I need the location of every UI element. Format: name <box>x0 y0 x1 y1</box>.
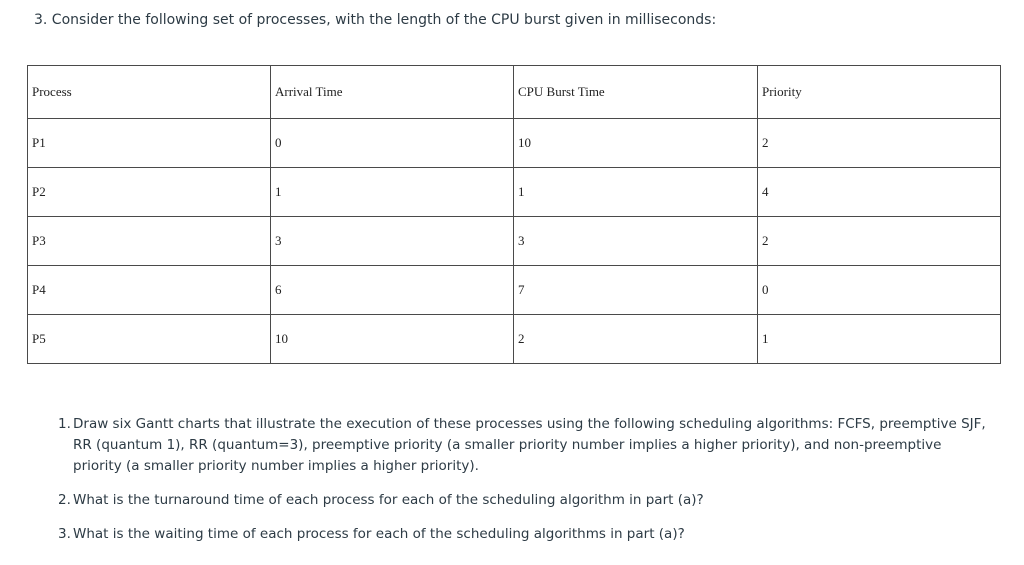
cell-process: P2 <box>28 168 271 217</box>
table-row <box>28 168 1001 217</box>
table-row <box>28 315 1001 364</box>
cell-process: P4 <box>28 266 271 315</box>
cell-arrival-time: 3 <box>271 217 514 266</box>
cell-cpu-burst-time: 1 <box>514 168 758 217</box>
header-cpu-burst-time: CPU Burst Time <box>514 66 758 119</box>
cell-arrival-time: 6 <box>271 266 514 315</box>
instruction-item <box>58 414 988 477</box>
instruction-list <box>58 414 988 558</box>
process-table <box>27 65 1001 364</box>
table-row <box>28 217 1001 266</box>
cell-arrival-time: 10 <box>271 315 514 364</box>
cell-priority: 4 <box>758 168 1001 217</box>
instruction-number: 2. <box>58 492 71 508</box>
instruction-number: 1. <box>58 416 71 432</box>
header-priority: Priority <box>758 66 1001 119</box>
cell-cpu-burst-time: 3 <box>514 217 758 266</box>
cell-arrival-time: 1 <box>271 168 514 217</box>
instruction-text: Draw six Gantt charts that illustrate the execution of these processes using the following scheduling algorithms: FCFS, preemptive SJF, RR (quantum 1), RR (quantum=3), preemptive priority (a smaller priority number implies a higher priority), and non-preemptive priority (a smaller priority number implies a higher priority). <box>73 416 986 474</box>
cell-process: P1 <box>28 119 271 168</box>
cell-process: P3 <box>28 217 271 266</box>
cell-priority: 2 <box>758 217 1001 266</box>
instruction-item <box>58 524 988 545</box>
header-process: Process <box>28 66 271 119</box>
cell-priority: 2 <box>758 119 1001 168</box>
table-row <box>28 119 1001 168</box>
header-arrival-time: Arrival Time <box>271 66 514 119</box>
table-row <box>28 266 1001 315</box>
instruction-number: 3. <box>58 526 71 542</box>
cell-priority: 0 <box>758 266 1001 315</box>
table-header-row <box>28 66 1001 119</box>
instruction-text: What is the turnaround time of each process for each of the scheduling algorithm in part (a)? <box>73 492 704 508</box>
instruction-text: What is the waiting time of each process for each of the scheduling algorithms in part (a)? <box>73 526 685 542</box>
question-title: 3. Consider the following set of processes, with the length of the CPU burst given in milliseconds: <box>34 12 717 28</box>
cell-cpu-burst-time: 7 <box>514 266 758 315</box>
instruction-item <box>58 490 988 511</box>
cell-priority: 1 <box>758 315 1001 364</box>
cell-cpu-burst-time: 10 <box>514 119 758 168</box>
cell-cpu-burst-time: 2 <box>514 315 758 364</box>
cell-arrival-time: 0 <box>271 119 514 168</box>
cell-process: P5 <box>28 315 271 364</box>
